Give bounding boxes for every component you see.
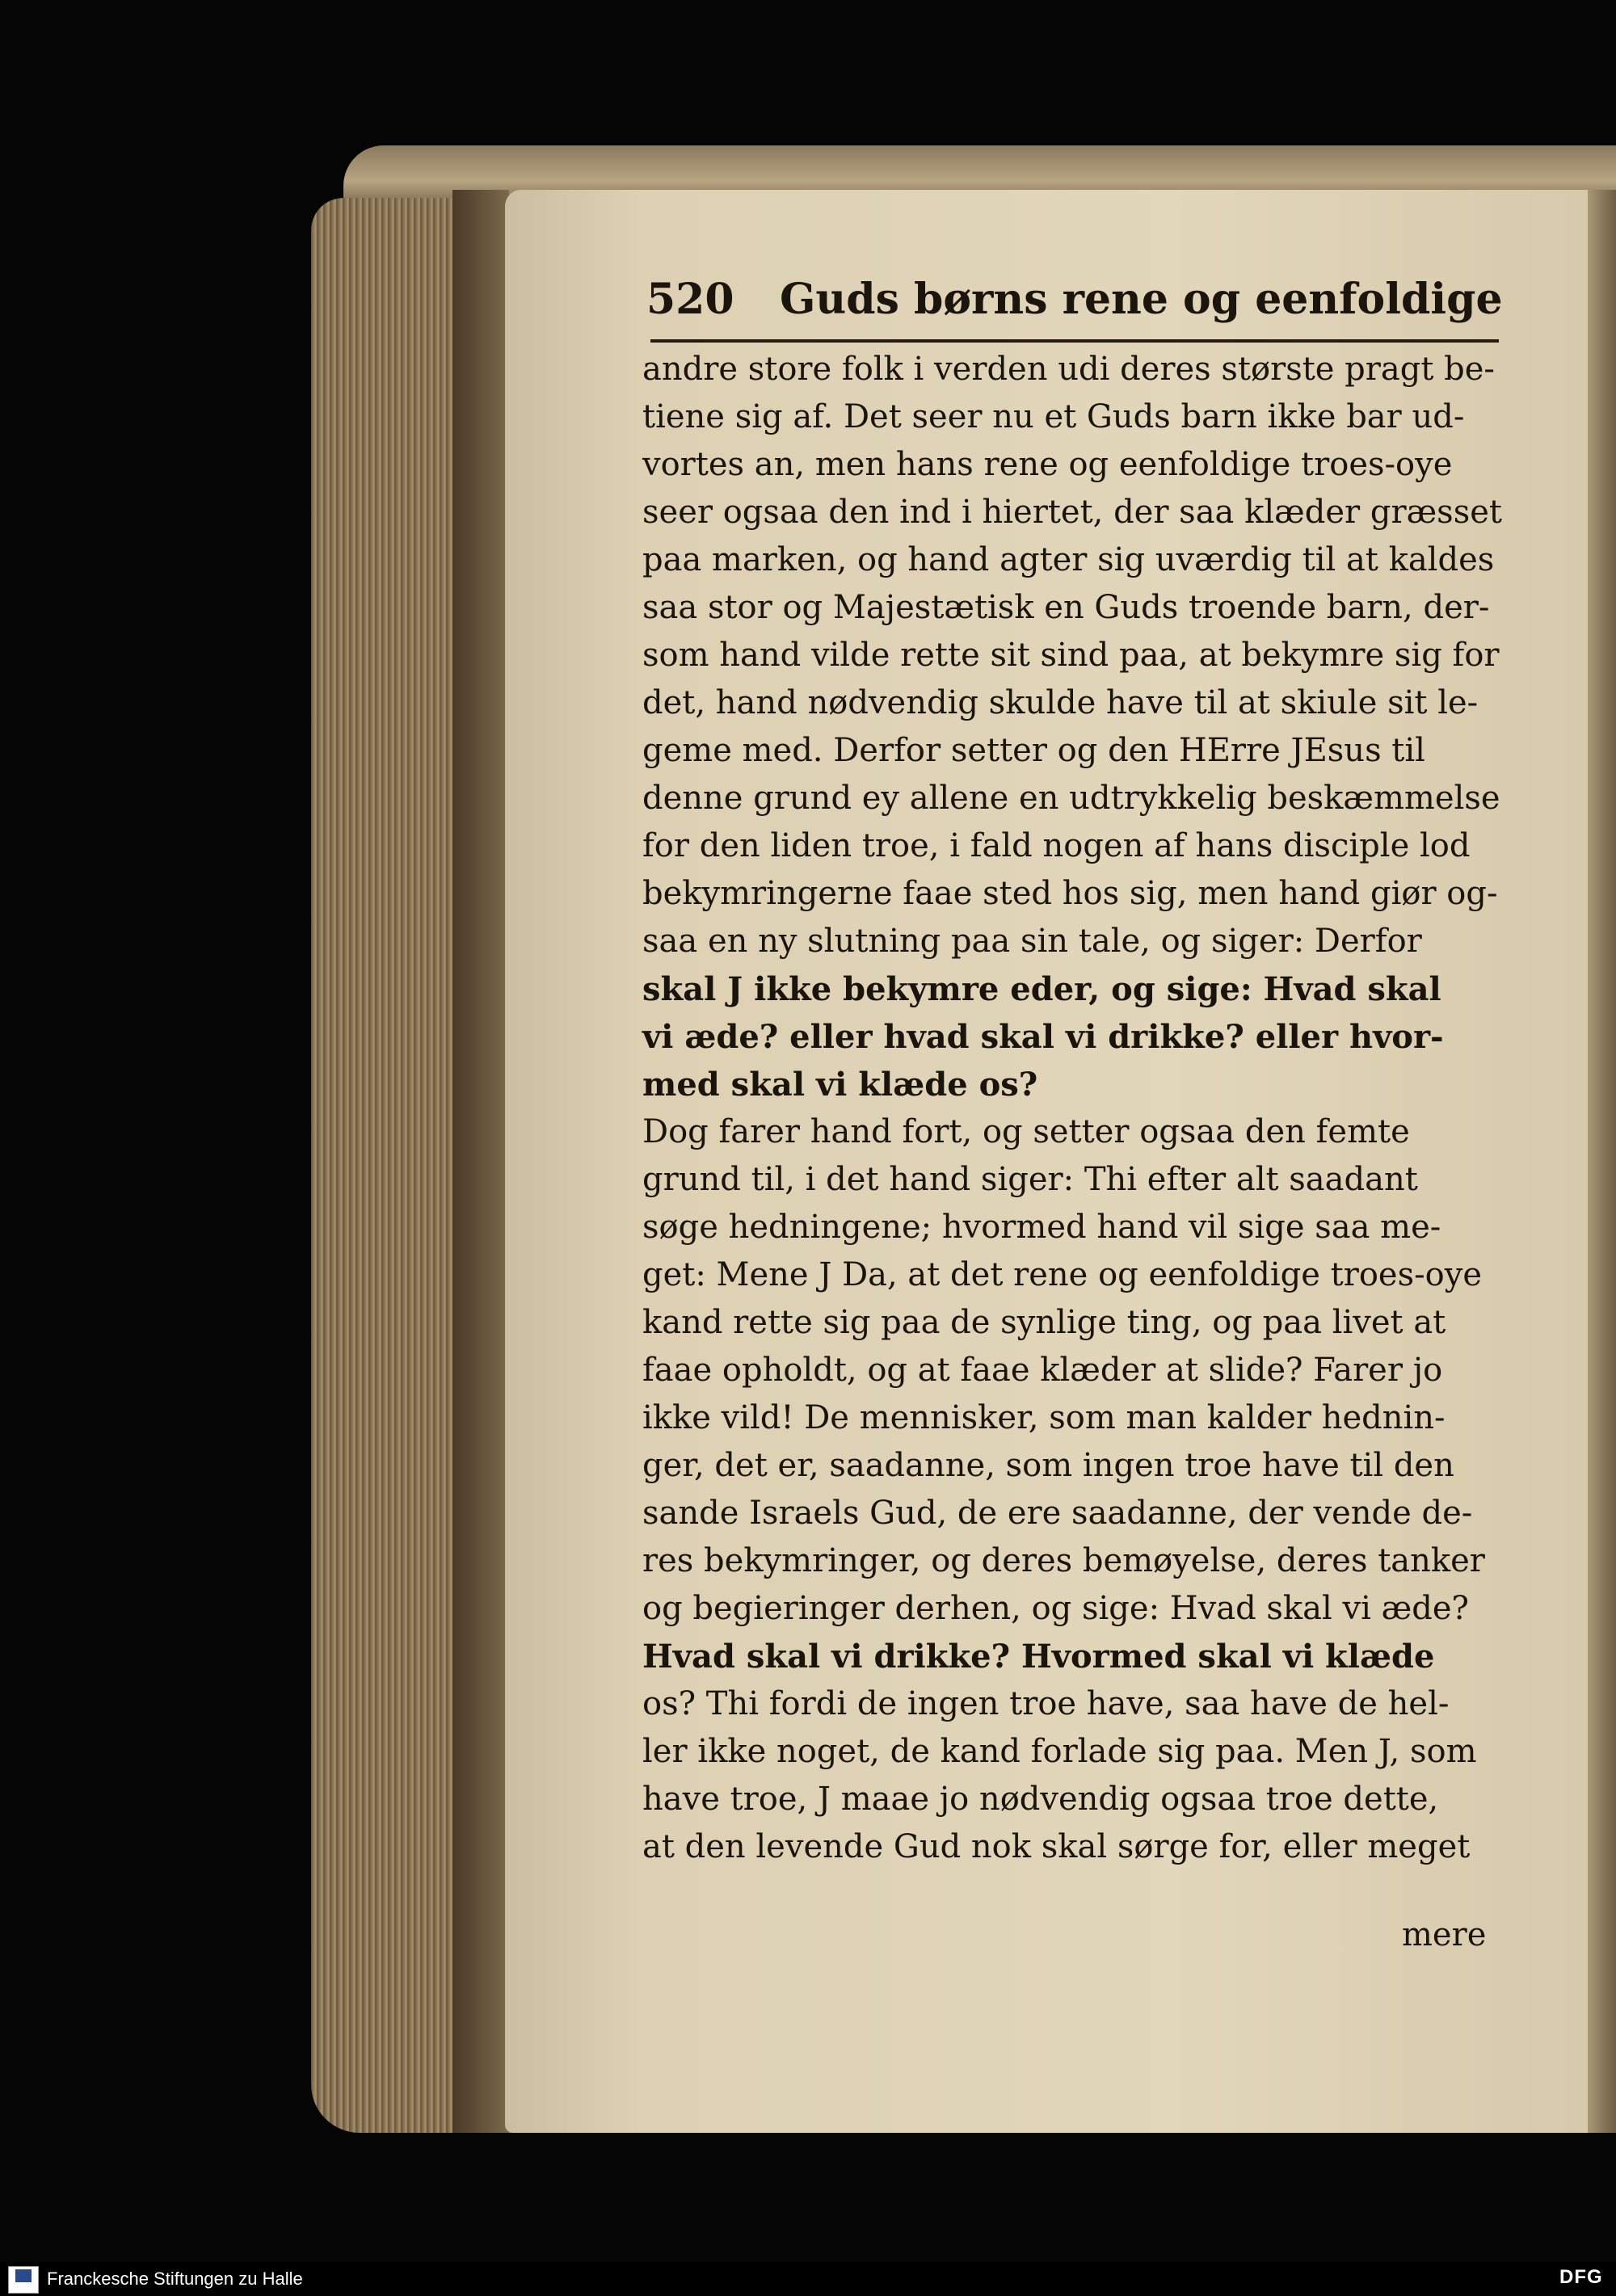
page-header (646, 275, 1503, 339)
text-line: søge hedningene; hvormed hand vil sige saa me- (642, 1209, 1441, 1246)
text-line: have troe, J maae jo nødvendig ogsaa troe dette, (642, 1781, 1439, 1818)
text-line: ler ikke noget, de kand forlade sig paa. Men J, som (642, 1733, 1477, 1770)
text-line: for den liden troe, i fald nogen af hans disciple lod (642, 827, 1471, 864)
text-line: grund til, i det hand siger: Thi efter alt saadant (642, 1161, 1418, 1198)
dfg-badge: DFG (1559, 2266, 1603, 2288)
catchword: mere (1402, 1916, 1487, 1953)
text-line: og begieringer derhen, og sige: Hvad skal vi æde? (642, 1590, 1469, 1627)
text-line: ikke vild! De mennisker, som man kalder hednin- (642, 1399, 1446, 1436)
institution-name: Franckesche Stiftungen zu Halle (47, 2269, 303, 2289)
running-title: Guds børns rene og eenfoldige (780, 275, 1503, 324)
text-line: res bekymringer, og deres bemøyelse, deres tanker (642, 1542, 1485, 1579)
text-line: Hvad skal vi drikke? Hvormed skal vi klæde (642, 1638, 1435, 1676)
text-line: som hand vilde rette sit sind paa, at bekymre sig for (642, 637, 1500, 674)
text-line: get: Mene J Da, at det rene og eenfoldige troes-oye (642, 1256, 1482, 1293)
text-line: vi æde? eller hvad skal vi drikke? eller hvor- (642, 1018, 1444, 1056)
text-line: os? Thi fordi de ingen troe have, saa have de hel- (642, 1685, 1450, 1722)
text-line: vortes an, men hans rene og eenfoldige troes-oye (642, 446, 1453, 483)
text-line: denne grund ey allene en udtrykkelig beskæmmelse (642, 780, 1500, 817)
page-right-edge (1588, 190, 1616, 2133)
text-line: paa marken, og hand agter sig uværdig til at kaldes (642, 541, 1495, 578)
gutter-shadow (452, 190, 509, 2133)
text-line: bekymringerne faae sted hos sig, men hand giør og- (642, 875, 1498, 912)
text-line: andre store folk i verden udi deres største pragt be- (642, 351, 1495, 388)
text-line: saa en ny slutning paa sin tale, og siger: Derfor (642, 923, 1422, 960)
text-line: skal J ikke bekymre eder, og sige: Hvad skal (642, 970, 1441, 1008)
text-line: saa stor og Majestætisk en Guds troende barn, der- (642, 589, 1490, 626)
text-line: med skal vi klæde os? (642, 1066, 1038, 1104)
text-line: tiene sig af. Det seer nu et Guds barn ikke bar ud- (642, 398, 1465, 435)
text-line: geme med. Derfor setter og den HErre JEsus til (642, 732, 1425, 769)
institution-logo-icon (8, 2266, 39, 2294)
text-line: kand rette sig paa de synlige ting, og paa livet at (642, 1304, 1446, 1341)
text-line: at den levende Gud nok skal sørge for, eller meget (642, 1828, 1471, 1865)
text-line: det, hand nødvendig skulde have til at skiule sit le- (642, 684, 1479, 721)
text-line: ger, det er, saadanne, som ingen troe have til den (642, 1447, 1454, 1484)
page-number: 520 (646, 275, 734, 324)
text-line: sande Israels Gud, de ere saadanne, der vende de- (642, 1495, 1473, 1532)
text-line: faae opholdt, og at faae klæder at slide? Farer jo (642, 1352, 1443, 1389)
text-line: Dog farer hand fort, og setter ogsaa den femte (642, 1113, 1410, 1150)
body-text (642, 346, 1507, 1871)
header-rule (650, 339, 1499, 343)
text-line: seer ogsaa den ind i hiertet, der saa klæder græsset (642, 494, 1502, 531)
